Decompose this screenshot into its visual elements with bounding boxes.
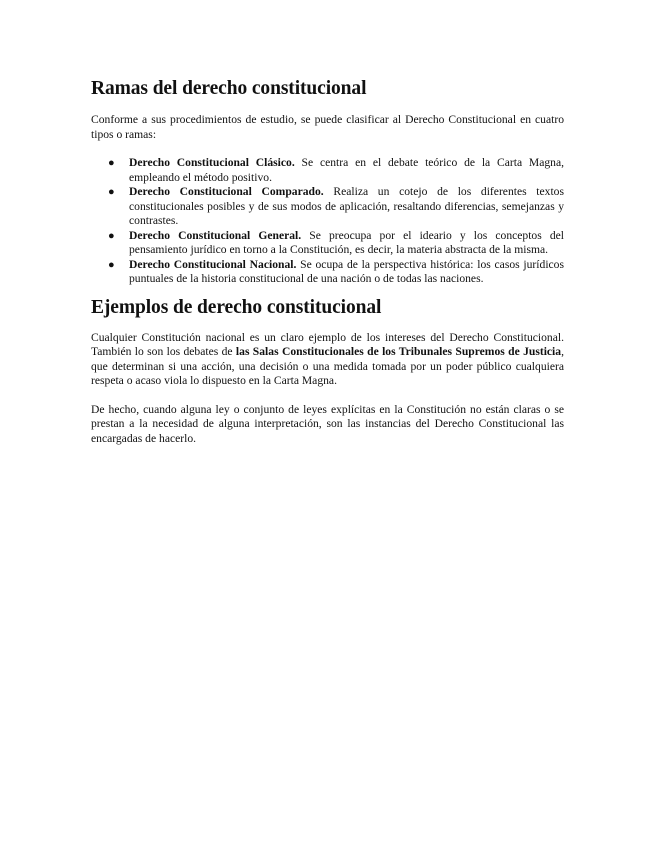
list-item bbox=[91, 258, 564, 287]
examples-paragraph-2: De hecho, cuando alguna ley o conjunto de leyes explícitas en la Constitución no están claras o se prestan a la necesidad de alguna interpretación, son las instancias del Derecho Constitucional las encargadas de hacerlo. bbox=[91, 402, 564, 445]
list-item-text: Realiza un cotejo de los diferentes textos constitucionales posibles y de sus modos de aplicación, resaltando diferencias, semejanzas y contrastes. bbox=[129, 185, 564, 227]
section-heading-ejemplos: Ejemplos de derecho constitucional bbox=[91, 296, 382, 318]
list-item-term: Derecho Constitucional Clásico. bbox=[129, 156, 295, 169]
list-item bbox=[91, 156, 564, 185]
examples-paragraph-1 bbox=[91, 331, 564, 389]
list-item-text: Se ocupa de la perspectiva histórica: los casos jurídicos puntuales de la historia constitucional de una nación o de todas las naciones. bbox=[129, 257, 564, 285]
examples-bold-text: las Salas Constitucionales de los Tribunales Supremos de Justicia bbox=[235, 345, 562, 358]
section-heading-ramas: Ramas del derecho constitucional bbox=[91, 78, 367, 99]
list-item-term: Derecho Constitucional Comparado. bbox=[129, 185, 324, 198]
bullet-icon: ● bbox=[108, 157, 115, 169]
list-item-term: Derecho Constitucional General. bbox=[129, 228, 302, 242]
intro-paragraph: Conforme a sus procedimientos de estudio, se puede clasificar al Derecho Constitucional en cuatro tipos o ramas: bbox=[91, 113, 564, 141]
document-page bbox=[91, 78, 564, 446]
examples-text-after: , que determinan si una acción, una decisión o una medida tomada por un poder público cualquiera respeta o acaso viola lo dispuesto en la Carta Magna. bbox=[91, 345, 564, 387]
list-item-term: Derecho Constitucional Nacional. bbox=[129, 257, 297, 271]
branches-list bbox=[91, 156, 564, 287]
list-item bbox=[91, 229, 564, 258]
examples-text-before: Cualquier Constitución nacional es un claro ejemplo de los intereses del Derecho Constitucional. También lo son los debates de bbox=[91, 330, 564, 358]
bullet-icon: ● bbox=[108, 229, 115, 242]
bullet-icon: ● bbox=[108, 186, 115, 198]
bullet-icon: ● bbox=[108, 258, 115, 271]
list-item bbox=[91, 185, 564, 229]
list-item-text: Se centra en el debate teórico de la Carta Magna, empleando el método positivo. bbox=[129, 156, 565, 184]
list-item-text: Se preocupa por el ideario y los conceptos del pensamiento jurídico en torno a la Constitución, es decir, la materia abstracta de la misma. bbox=[129, 228, 564, 256]
